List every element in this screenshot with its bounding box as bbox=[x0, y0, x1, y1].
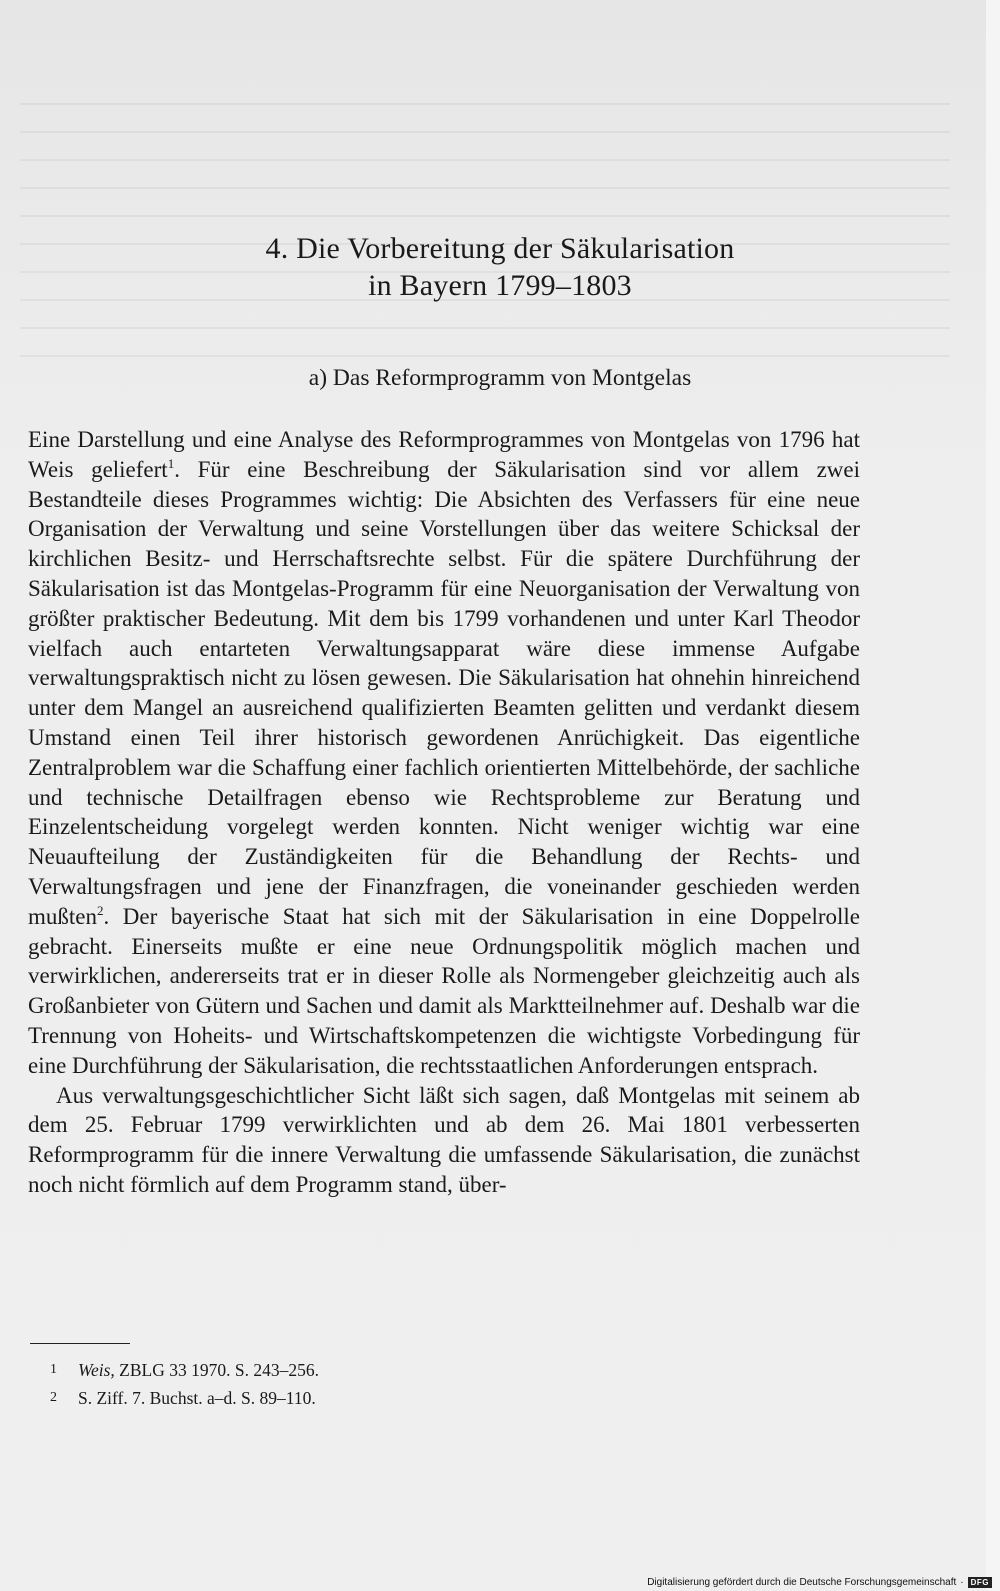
paragraph-1 bbox=[28, 425, 860, 1081]
chapter-title bbox=[120, 230, 880, 304]
chapter-title-line-2: in Bayern 1799–1803 bbox=[368, 269, 632, 302]
paragraph-2: Aus verwaltungsgeschichtlicher Sicht läßt sich sagen, daß Montgelas mit seinem ab dem 25. Februar 1799 verwirklichten und ab dem 26. Mai 1801 verbesserten Reformprogramm für die innere Verwaltung die umfassende Säkularisation, die zunächst noch nicht förmlich auf dem Programm stand, über- bbox=[28, 1082, 860, 1197]
credit-separator: · bbox=[960, 1577, 964, 1588]
footnote-ref-2[interactable]: 2 bbox=[97, 902, 104, 918]
chapter-title-line-1: 4. Die Vorbereitung der Säkularisation bbox=[265, 232, 735, 265]
footnote-text: S. Ziff. 7. Buchst. a–d. S. 89–110. bbox=[78, 1388, 316, 1408]
digitization-credit bbox=[647, 1577, 992, 1588]
footnote-ref-1[interactable]: 1 bbox=[167, 455, 175, 471]
dfg-logo-icon: DFG bbox=[968, 1577, 992, 1588]
paragraph-1-part-1: Eine Darstellung und eine Analyse des Reformprogrammes von Montgelas von 1796 hat Weis geliefert bbox=[28, 427, 860, 482]
bleed-through-texture bbox=[20, 85, 950, 365]
paragraph-1-part-3: . Der bayerische Staat hat sich mit der Säkularisation in eine Doppelrolle gebracht. Einerseits mußte er eine neue Ordnungspolitik möglich machen und verwirklichen, andererseits trat er in dieser Rolle als Normengeber gleichzeitig auch als Großanbieter von Gütern und Sachen und damit als Marktteilnehmer auf. Deshalb war die Trennung von Hoheits- und Wirtschaftskompetenzen die wichtigste Vorbedingung für eine Durchführung der Säkularisation, die rechtsstaatlichen Anforderungen entsprach. bbox=[28, 903, 860, 1078]
body-text bbox=[28, 425, 860, 1200]
footnote-number: 1 bbox=[50, 1362, 57, 1377]
footnotes bbox=[50, 1356, 319, 1412]
section-heading: a) Das Reformprogramm von Montgelas bbox=[308, 365, 692, 391]
footnote-1 bbox=[50, 1356, 319, 1384]
footnote-text: ZBLG 33 1970. S. 243–256. bbox=[114, 1360, 319, 1380]
footnote-2 bbox=[50, 1384, 319, 1412]
footnote-author: Weis, bbox=[78, 1360, 115, 1380]
footnote-number: 2 bbox=[50, 1390, 57, 1405]
footnote-separator bbox=[30, 1343, 130, 1344]
page-edge bbox=[986, 0, 1000, 1591]
credit-text: Digitalisierung gefördert durch die Deutsche Forschungsgemeinschaft bbox=[647, 1577, 957, 1588]
paragraph-1-part-2: . Für eine Beschreibung der Säkularisation sind vor allem zwei Bestandteile dieses Programmes wichtig: Die Absichten des Verfassers für eine neue Organisation der Verwaltung und seine Vorstellungen über das weitere Schicksal der kirchlichen Besitz- und Herrschaftsrechte selbst. Für die spätere Durchführung der Säkularisation ist das Montgelas-Programm für eine Neuorganisation der Verwaltung von größter praktischer Bedeutung. Mit dem bis 1799 vorhandenen und unter Karl Theodor vielfach auch entarteten Verwaltungsapparat wäre diese immense Aufgabe verwaltungspraktisch nicht zu lösen gewesen. Die Säkularisation hat ohnehin hinreichend unter dem Mangel an ausreichend qualifizierten Beamten gelitten und verdankt diesem Umstand einen Teil ihrer historisch gewordenen Anrüchigkeit. Das eigentliche Zentralproblem war die Schaffung einer fachlich orientierten Mittelbehörde, der sachliche und technische Detailfragen ebenso wie Rechtsprobleme zur Beratung und Einzelentscheidung vorgelegt werden konnten. Nicht weniger wichtig war eine Neuaufteilung der Zuständigkeiten für die Behandlung der Rechts- und Verwaltungsfragen und jene der Finanzfragen, die voneinander geschieden werden mußten bbox=[28, 456, 860, 929]
